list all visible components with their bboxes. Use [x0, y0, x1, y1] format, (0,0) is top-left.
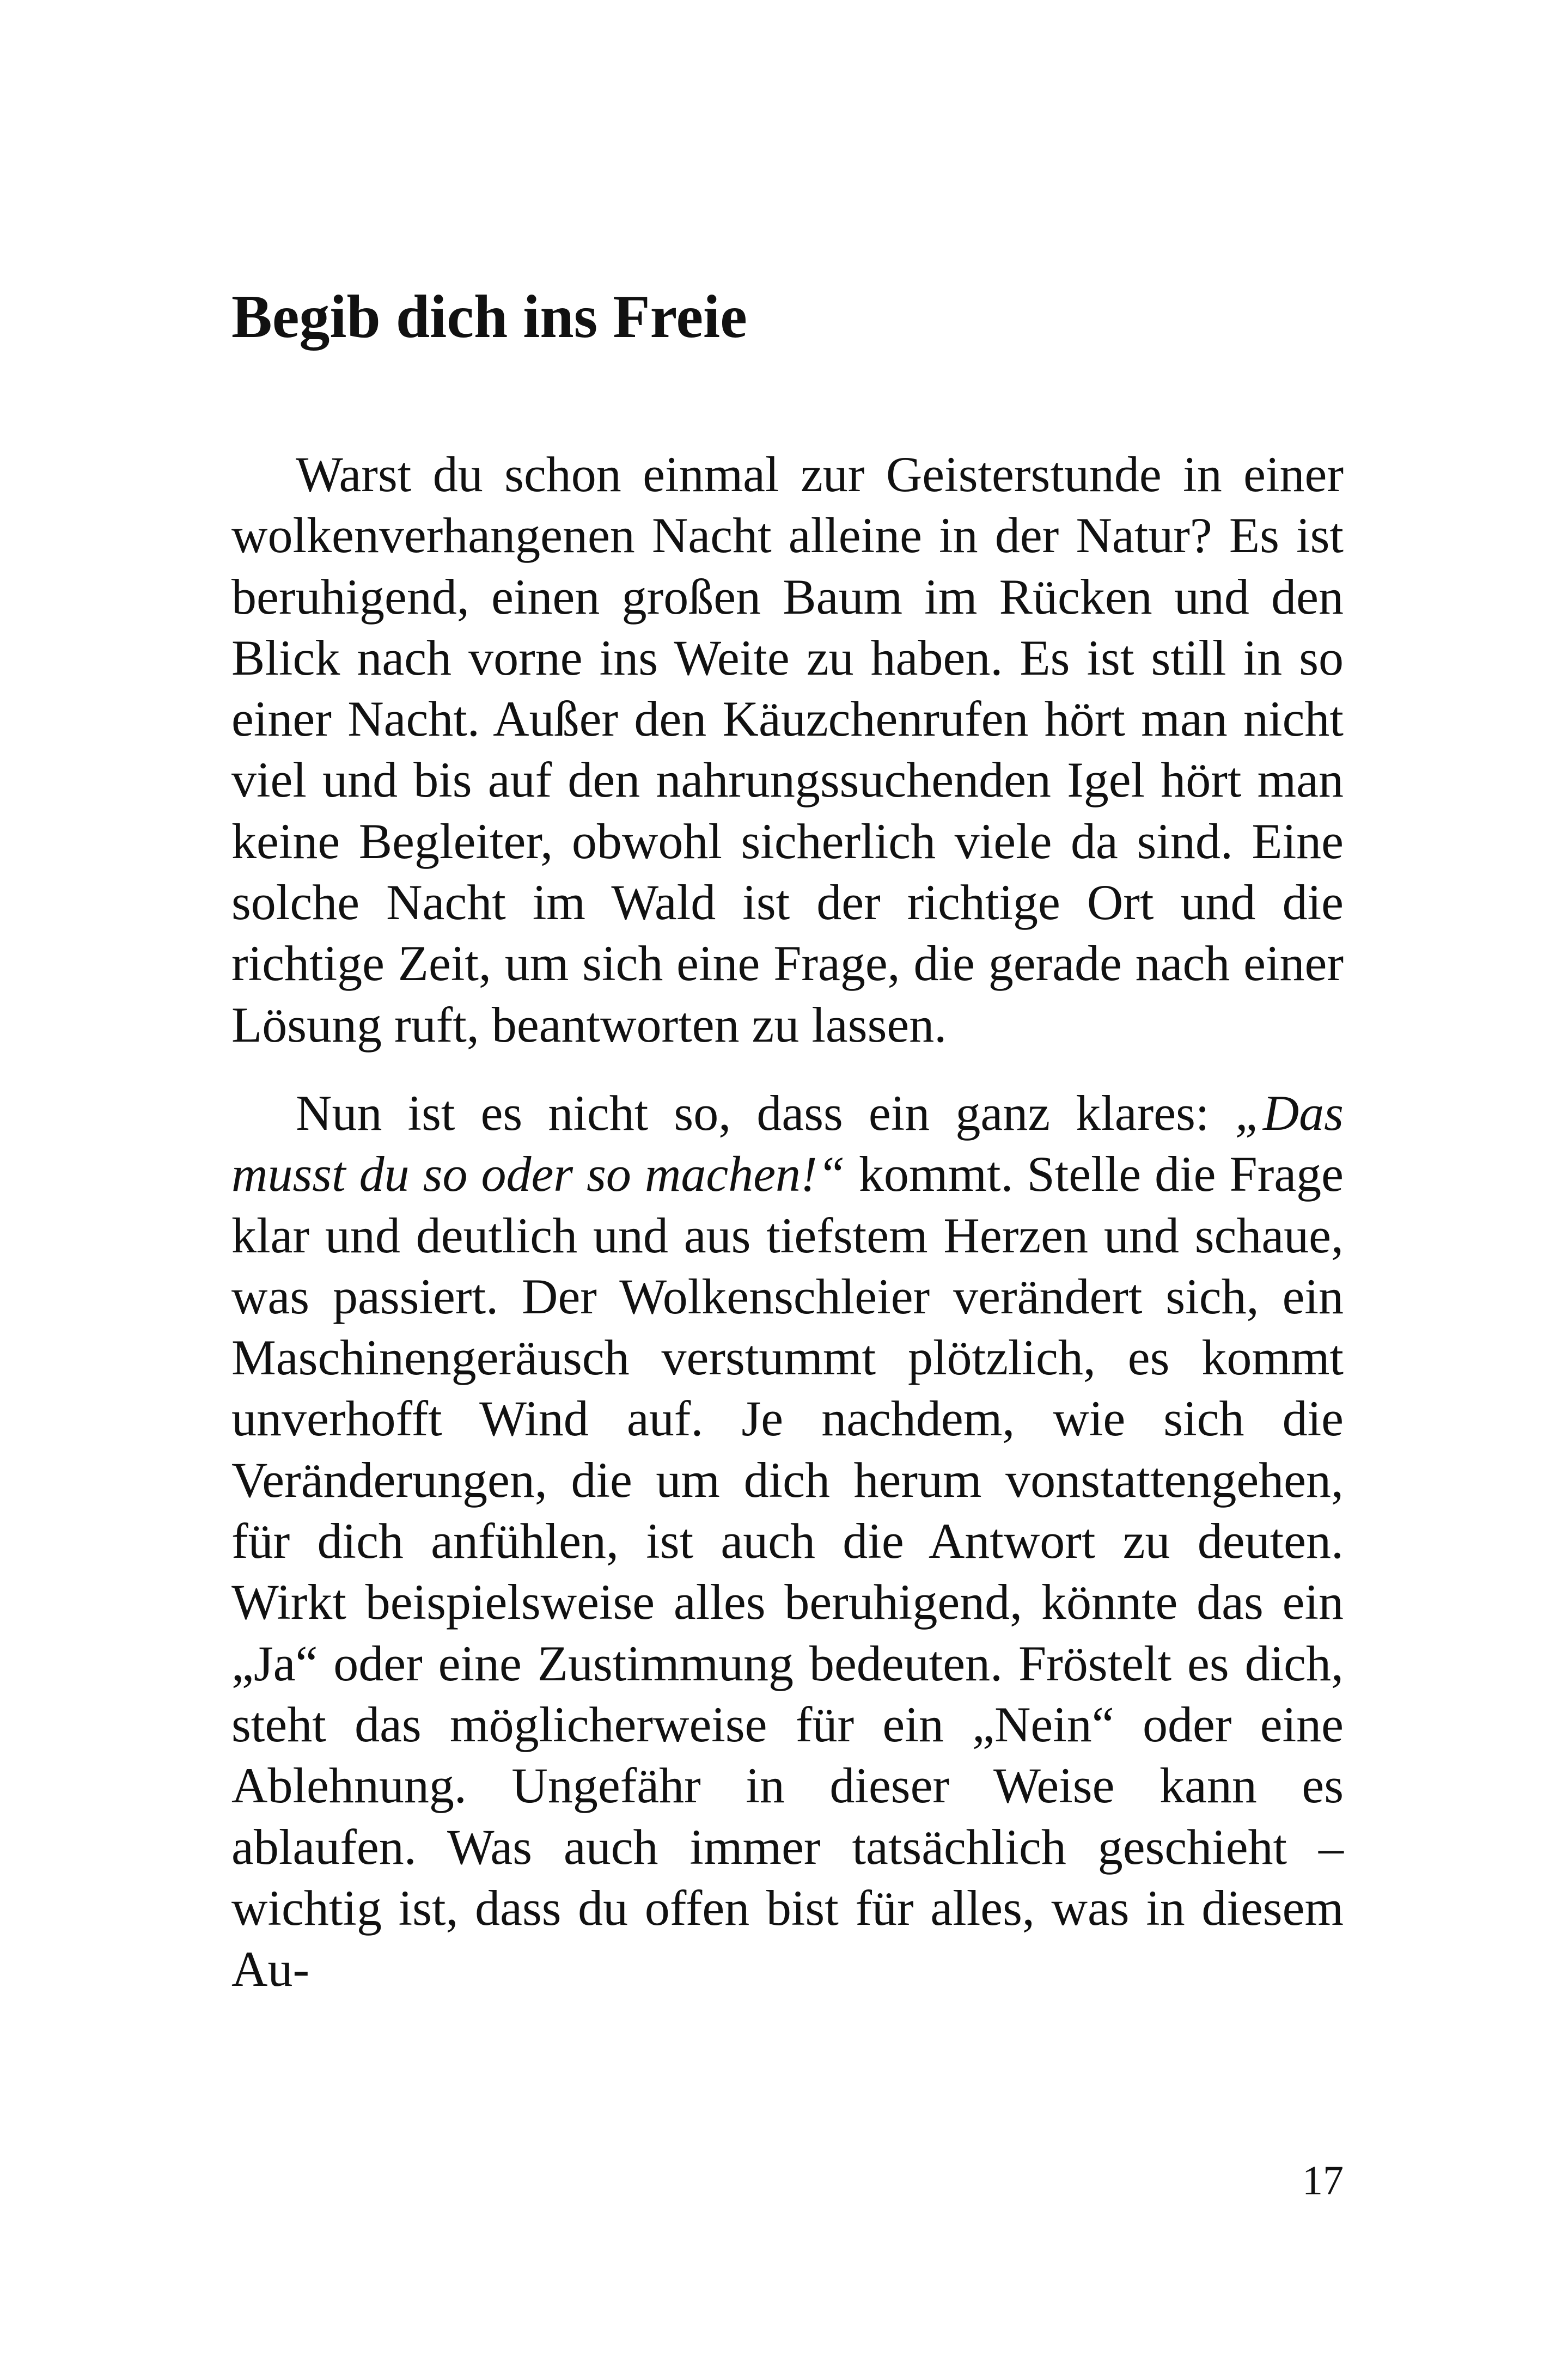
body-text: [231, 444, 1344, 1999]
chapter-heading: Begib dich ins Freie: [231, 283, 747, 351]
paragraph-2-lead: Nun ist es nicht so, dass ein ganz klares:: [296, 1085, 1235, 1141]
paragraph-2: [231, 1082, 1344, 1999]
paragraph-1: Warst du schon einmal zur Geisterstunde in einer wolkenverhangenen Nacht alleine in der Natur? Es ist beruhigend, einen großen Baum im Rücken und den Blick nach vorne ins Weite zu haben. Es ist still in so einer Nacht. Außer den Käuzchenrufen hört man nicht viel und bis auf den nahrungssuchenden Igel hört man keine Begleiter, obwohl sicherlich viele da sind. Eine solche Nacht im Wald ist der richtige Ort und die richtige Zeit, um sich eine Frage, die gerade nach einer Lösung ruft, beantworten zu lassen.: [231, 446, 1344, 1053]
paragraph-2-rest: kommt. Stelle die Frage klar und deutlich und aus tiefstem Herzen und schaue, was passiert. Der Wolkenschleier verändert sich, ein Maschinengeräusch verstummt plötzlich, es kommt unverhofft Wind auf. Je nachdem, wie sich die Veränderungen, die um dich herum vonstattengehen, für dich anfühlen, ist auch die Antwort zu deuten. Wirkt beispielsweise alles beruhigend, könnte das ein „Ja“ oder eine Zustimmung bedeuten. Fröstelt es dich, steht das möglicherweise für ein „Nein“ oder eine Ablehnung. Ungefähr in dieser Weise kann es ablaufen. Was auch immer tatsächlich geschieht – wichtig ist, dass du offen bist für alles, was in diesem Au-: [231, 1146, 1344, 1997]
paragraph-2-quote: „Das musst du so oder so machen!“: [231, 1085, 1344, 1202]
page-number: 17: [1302, 2158, 1344, 2204]
